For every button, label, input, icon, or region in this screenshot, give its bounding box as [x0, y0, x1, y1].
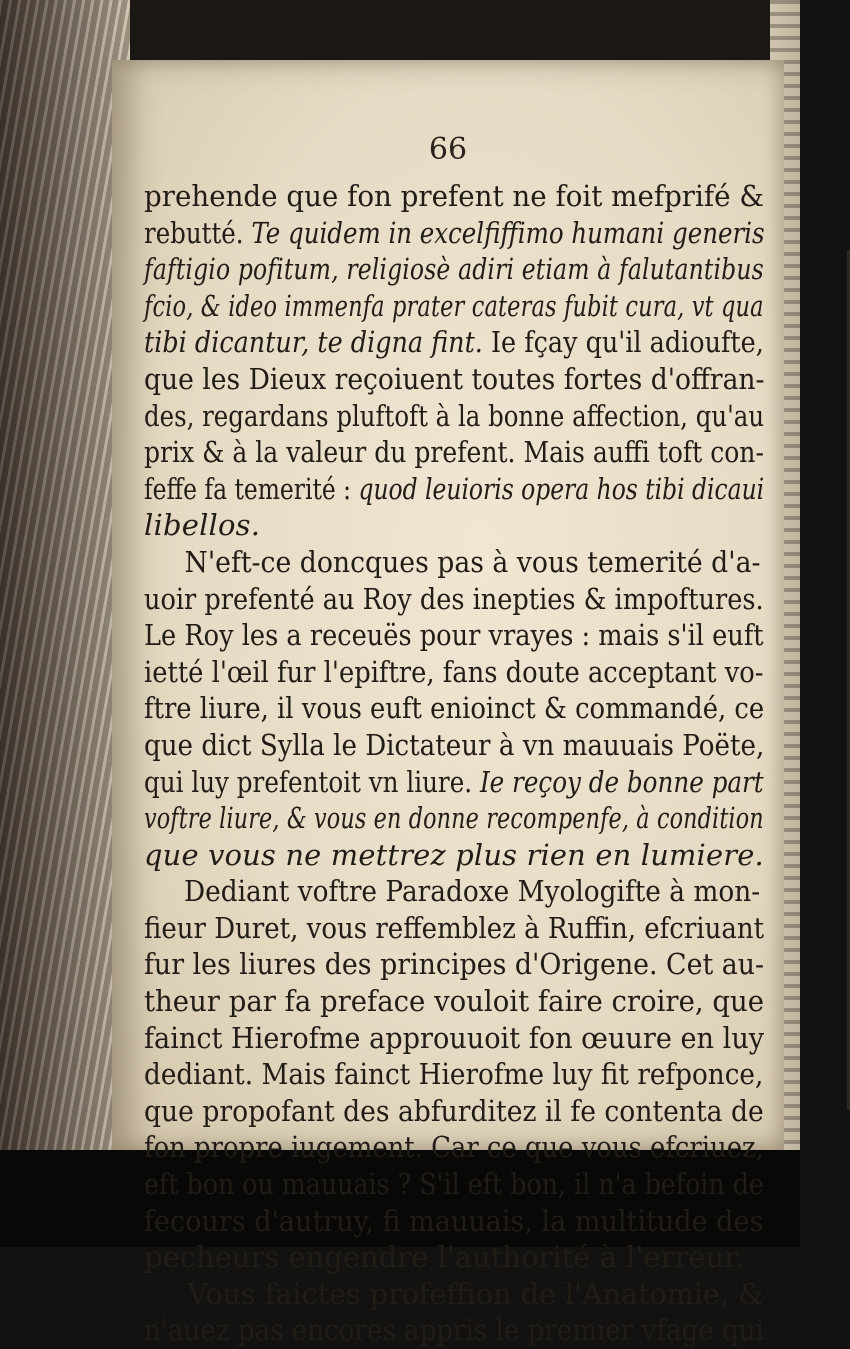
- text-line: que les Dieux reçoiuent toutes fortes d'offran-: [144, 361, 765, 396]
- text-line: fcio, & ideo immenfa prater cateras fubit cura, vt qua: [144, 288, 764, 323]
- text-line: qui luy prefentoit vn liure. Ie reçoy de bonne part: [144, 764, 764, 799]
- text-line: fainct Hierofme approuuoit fon œuure en luy: [144, 1020, 765, 1055]
- text-line: des, regardans pluftoft à la bonne affection, qu'au: [144, 398, 765, 433]
- text-line: Le Roy les a receuës pour vrayes : mais s'il euft: [144, 618, 764, 653]
- book-page: [112, 60, 784, 1348]
- text-line: prix & à la valeur du prefent. Mais auffi toft con-: [144, 435, 764, 470]
- text-line: Vous faictes profeffion de l'Anatomie, &: [187, 1276, 764, 1311]
- page-text: [144, 178, 764, 1349]
- text-line: fecours d'autruy, fi mauuais, la multitude des: [144, 1203, 764, 1238]
- text-line: N'eft-ce doncques pas à vous temerité d'a-: [184, 544, 761, 579]
- text-line: rebutté. Te quidem in excelfiffimo humani generis: [144, 215, 765, 250]
- text-line: prehende que fon prefent ne foit mefprifé &: [144, 179, 765, 213]
- text-line: tibi dicantur, te digna fint. Ie fçay qu'il adioufte,: [144, 325, 764, 360]
- text-line: faftigio pofitum, religiosè adiri etiam à falutantibus: [144, 252, 764, 287]
- text-line: ietté l'œil fur l'epiftre, fans doute acceptant vo-: [144, 654, 764, 689]
- text-line: voftre liure, & vous en donne recompenfe, à condition: [144, 801, 764, 836]
- text-line: fur les liures des principes d'Origene. Cet au-: [144, 947, 765, 982]
- text-line: theur par fa preface vouloit faire croire, que: [144, 984, 764, 1019]
- text-line: que propofant des abfurditez il fe contenta de: [144, 1093, 764, 1128]
- text-line: pecheurs engendre l'authorité à l'erreur.: [144, 1240, 745, 1275]
- text-line: fieur Duret, vous reffemblez à Ruffin, efcriuant: [144, 910, 765, 945]
- text-line: Dediant voftre Paradoxe Myologifte à mon-: [183, 874, 761, 909]
- text-line: ftre liure, il vous euft enioinct & commandé, ce: [144, 691, 765, 726]
- text-line: libellos.: [144, 508, 261, 543]
- text-line: que vous ne mettrez plus rien en lumiere.: [144, 837, 764, 872]
- text-line: fon propre iugement. Car ce que vous efcriuez,: [144, 1130, 764, 1165]
- text-line: eft bon ou mauuais ? S'il eft bon, il n'a befoin de: [144, 1167, 764, 1202]
- page-number: 66: [428, 132, 468, 167]
- book-fore-edge: [0, 0, 130, 1247]
- text-line: que dict Sylla le Dictateur à vn mauuais Poëte,: [144, 727, 765, 762]
- text-line: feffe fa temerité : quod leuioris opera hos tibi dicaui: [144, 471, 765, 506]
- text-line: uoir prefenté au Roy des inepties & impoftures.: [144, 581, 764, 616]
- text-line: dediant. Mais fainct Hierofme luy fit refponce,: [144, 1057, 764, 1092]
- text-line: n'auez pas encores appris le premier vfage qui: [144, 1313, 764, 1348]
